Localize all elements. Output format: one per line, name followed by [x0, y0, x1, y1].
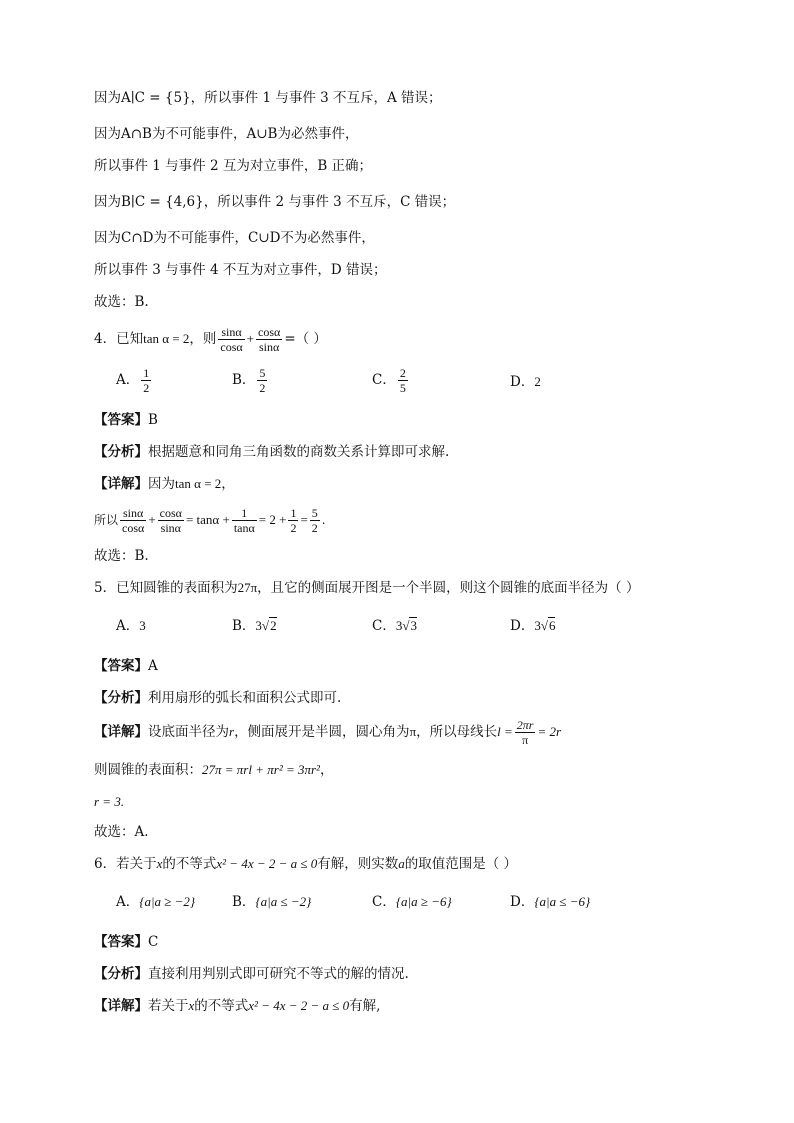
option-c: C．{a|a ≥ −6} [372, 894, 452, 910]
option-a: A．3 [116, 618, 146, 634]
question-5-stem: 5．已知圆锥的表面积为27π，且它的侧面展开图是一个半圆，则这个圆锥的底面半径为（ ） [94, 580, 640, 596]
analysis-line: 【分析】根据题意和同角三角函数的商数关系计算即可求解. [94, 444, 450, 460]
analysis-tag: 【分析】 [94, 690, 148, 706]
option-c: C．3√3 [372, 618, 417, 634]
answer-line: 【答案】C [94, 934, 159, 950]
question-4-stem: 4．已知tan α = 2，则 $\frac{\sin\alpha}{\cos\alpha}$ + $\frac{\cos\alpha}{\sin\alpha}$ =（ ） [94, 325, 327, 354]
analysis-line: 【分析】直接利用判别式即可研究不等式的解的情况. [94, 966, 409, 982]
option-b: B． $\frac{5}{2}$ [232, 366, 266, 395]
answer-tag: 【答案】 [94, 658, 148, 674]
option-d: D．3√6 [510, 618, 556, 634]
option-a: A．{a|a ≥ −2} [116, 894, 196, 910]
option-c: C． $\frac{2}{5}$ [372, 366, 406, 395]
option-d: D．{a|a ≤ −6} [510, 894, 591, 910]
fraction: $\frac{\cos\alpha}{\sin\alpha}$ [258, 325, 281, 354]
surface-line: 则圆锥的表面积：27π = πrl + πr² = 3πr²， [94, 762, 334, 778]
detail-tag: 【详解】 [94, 476, 148, 492]
detail-line: 【详解】若关于x的不等式x² − 4x − 2 − a ≤ 0有解, [94, 998, 381, 1014]
answer-tag: 【答案】 [94, 412, 148, 428]
analysis-line: 【分析】利用扇形的弧长和面积公式即可. [94, 690, 342, 706]
answer-line: 【答案】B [94, 412, 158, 428]
option-b: B．{a|a ≤ −2} [232, 894, 312, 910]
solution-line: 所以事件 3 与事件 4 不互为对立事件，D 错误； [94, 262, 387, 278]
solution-line: 所以事件 1 与事件 2 互为对立事件，B 正确； [94, 158, 373, 174]
solution-line: 因为A∩B为不可能事件，A∪B为必然事件， [94, 126, 359, 142]
analysis-tag: 【分析】 [94, 966, 148, 982]
answer-tag: 【答案】 [94, 934, 148, 950]
detail-line: 【详解】设底面半径为r，侧面展开是半圆，圆心角为π，所以母线长l = $\frac{2\pi r}{\pi}$ = 2r [94, 718, 562, 747]
choose-line: 故选：A. [94, 824, 149, 840]
choose-line: 故选：B. [94, 294, 149, 310]
detail-tag: 【详解】 [94, 998, 148, 1014]
calculation-line: 所以 $\frac{\sin\alpha}{\cos\alpha}$ + $\frac{\cos\alpha}{\sin\alpha}$ = tanα + $\frac{1}{\tan\alpha}$ = 2 + $\frac{1}{2}$ = $\frac{5}{2}$ . [94, 506, 326, 535]
solution-line: 因为A∣C = {5}，所以事件 1 与事件 3 不互斥，A 错误； [94, 90, 442, 106]
solution-line: 因为B∣C = {4,6}，所以事件 2 与事件 3 不互斥，C 错误； [94, 194, 456, 210]
answer-line: 【答案】A [94, 658, 158, 674]
solution-line: 因为C∩D为不可能事件，C∪D不为必然事件， [94, 230, 375, 246]
detail-line: 【详解】因为tan α = 2， [94, 476, 235, 492]
option-d: D．2 [510, 374, 541, 390]
option-a: A． $\frac{1}{2}$ [116, 366, 150, 395]
option-b: B．3√2 [232, 618, 277, 634]
choose-line: 故选：B. [94, 548, 149, 564]
question-6-stem: 6．若关于x的不等式x² − 4x − 2 − a ≤ 0有解，则实数a的取值范围是（ ） [94, 856, 518, 872]
result-line: r = 3. [94, 794, 125, 809]
analysis-tag: 【分析】 [94, 444, 148, 460]
detail-tag: 【详解】 [94, 724, 148, 740]
fraction: $\frac{\sin\alpha}{\cos\alpha}$ [220, 325, 243, 354]
